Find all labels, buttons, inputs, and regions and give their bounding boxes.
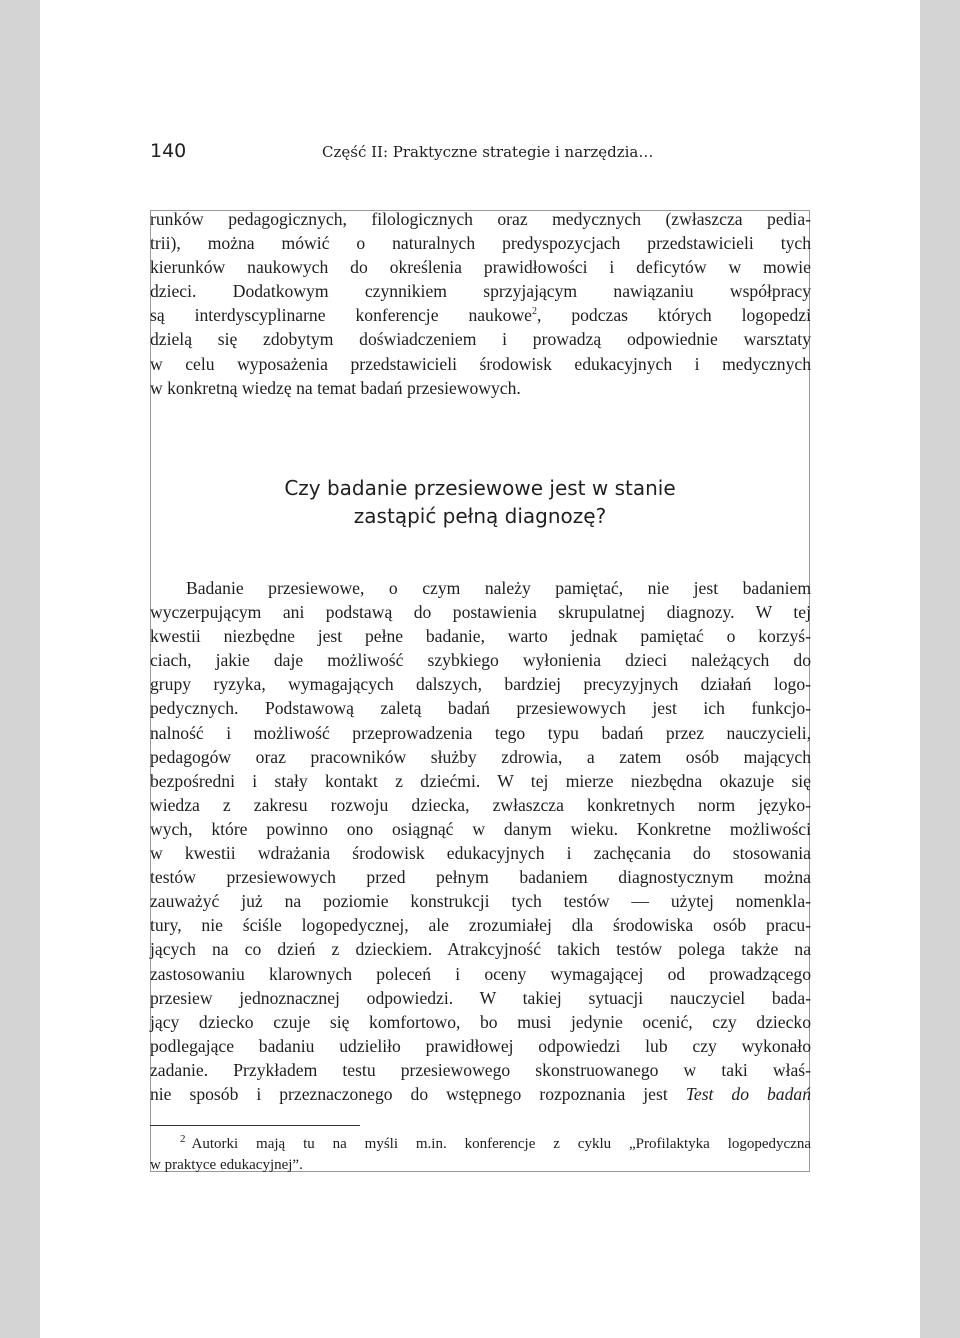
running-title: Część II: Praktyczne strategie i narzędzia…	[322, 143, 654, 161]
text-line: podlegające badaniu udzieliło prawidłowej odpowiedzi lub czy wykonało	[150, 1035, 811, 1056]
text-line: wyczerpującym ani podstawą do postawienia skrupulatnej diagnozy. W tej	[150, 602, 811, 623]
italic-title: Test do badań	[685, 1083, 811, 1104]
text-line: ciach, jakie daje możliwość szybkiego wyłonienia dzieci należących do	[150, 650, 811, 671]
heading-line-1: Czy badanie przesiewowe jest w stanie	[284, 476, 676, 500]
text-line: w konkretną wiedzę na temat badań przesiewowych.	[150, 377, 521, 398]
footnote-line: w praktyce edukacyjnej”.	[150, 1157, 303, 1173]
text-line: dzieci. Dodatkowym czynnikiem sprzyjającym nawiązaniu współpracy	[150, 281, 811, 302]
footnote-separator	[150, 1125, 360, 1126]
text-line: grupy ryzyka, wymagających dalszych, bardziej precyzyjnych działań logo-	[150, 674, 811, 695]
footnote-reference[interactable]: 2	[531, 306, 537, 318]
text-line: runków pedagogicznych, filologicznych oraz medycznych (zwłaszcza pedia-	[150, 209, 811, 229]
footnote-mark: 2	[180, 1133, 186, 1145]
section-heading	[150, 474, 810, 530]
text-line: kwestii niezbędne jest pełne badanie, warto jednak pamiętać o korzyś-	[150, 626, 811, 647]
text-line: jących na co dzień z dzieckiem. Atrakcyjność takich testów polega także na	[150, 939, 811, 960]
page-number: 140	[150, 140, 187, 162]
text-line: nalność i możliwość przeprowadzenia tego typu badań przez nauczycieli,	[150, 722, 811, 743]
text-line: wych, które powinno ono osiągnąć w danym wieku. Konkretne możliwości	[150, 818, 811, 839]
text-line: pedagogów oraz pracowników służby zdrowia, a zatem osób mających	[150, 746, 811, 767]
footnote	[150, 1134, 811, 1176]
text-line: przesiew jednoznacznej odpowiedzi. W takiej sytuacji nauczyciel bada-	[150, 987, 811, 1008]
footnote-line	[150, 1134, 811, 1155]
text-segment: Autorki mają tu na myśli m.in. konferencje z cyklu „Profilaktyka logopedyczna	[191, 1136, 811, 1152]
text-line: w kwestii wdrażania środowisk edukacyjnych i zachęcania do stosowania	[150, 843, 811, 864]
text-line: tury, nie ściśle logopedycznej, ale zrozumiałej dla środowiska osób pracu-	[150, 915, 811, 936]
text-line: dzielą się zdobytym doświadczeniem i prowadzą odpowiednie warsztaty	[150, 329, 811, 350]
text-line: kierunków naukowych do określenia prawidłowości i deficytów w mowie	[150, 257, 811, 278]
text-line	[150, 1082, 811, 1106]
text-line: wiedza z zakresu rozwoju dziecka, zwłaszcza konkretnych norm języko-	[150, 794, 811, 815]
heading-line-2: zastąpić pełną diagnozę?	[353, 504, 607, 528]
text-segment: , podczas których logopedzi	[536, 305, 811, 326]
text-line: Badanie przesiewowe, o czym należy pamiętać, nie jest badaniem	[186, 578, 811, 598]
text-line: w celu wyposażenia przedstawicieli środowisk edukacyjnych i medycznych	[150, 353, 811, 374]
text-line: zauważyć już na poziomie konstrukcji tych testów — użytej nomenkla-	[150, 891, 811, 912]
text-segment: nie sposób i przeznaczonego do wstępnego rozpoznania jest	[150, 1083, 686, 1104]
text-line	[150, 303, 811, 327]
text-line: testów przesiewowych przed pełnym badaniem diagnostycznym można	[150, 867, 811, 888]
paragraph-2	[150, 576, 811, 1106]
text-segment: są interdyscyplinarne konferencje naukowe	[150, 305, 532, 326]
text-line: zastosowaniu klarownych poleceń i oceny wymagającej od prowadzącego	[150, 963, 811, 984]
text-line: bezpośredni i stały kontakt z dziećmi. W tej mierze niezbędna okazuje się	[150, 770, 811, 791]
text-line: zadanie. Przykładem testu przesiewowego skonstruowanego w taki właś-	[150, 1059, 811, 1080]
text-line: pedycznych. Podstawową zaletą badań przesiewowych jest ich funkcjo-	[150, 698, 811, 719]
paragraph-1	[150, 207, 811, 400]
text-line: trii), można mówić o naturalnych predyspozycjach przedstawicieli tych	[150, 233, 811, 254]
text-line: jący dziecko czuje się komfortowo, bo musi jedynie ocenić, czy dziecko	[150, 1011, 811, 1032]
